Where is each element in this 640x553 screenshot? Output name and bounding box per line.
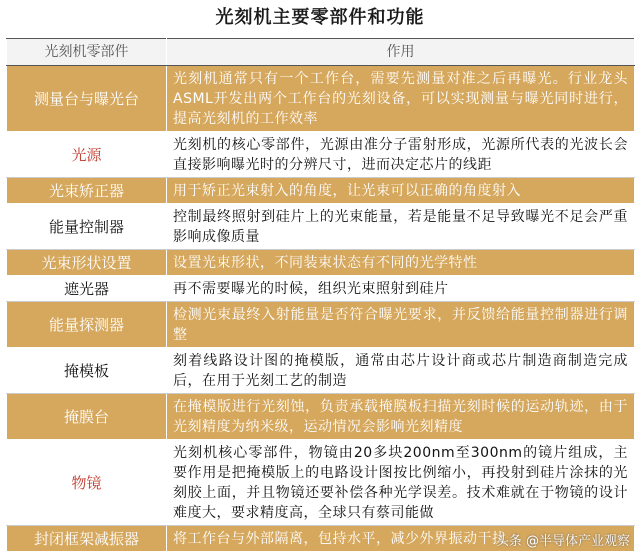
table-row (7, 204, 635, 250)
part-name: 掩模板 (7, 348, 167, 394)
table-row (7, 276, 635, 302)
table-row (7, 66, 635, 132)
header-function: 作用 (167, 39, 635, 66)
table-row (7, 394, 635, 440)
part-name: 能量探测器 (7, 302, 167, 348)
table-row (7, 250, 635, 276)
part-name: 物镜 (7, 440, 167, 526)
part-function: 检测光束最终入射能量是否符合曝光要求，并反馈给能量控制器进行调整 (167, 302, 635, 348)
part-function: 设置光束形状，不同装束状态有不同的光学特性 (167, 250, 635, 276)
part-name: 遮光器 (7, 276, 167, 302)
table-row (7, 178, 635, 204)
watermark: 头条 @半导体产业观察 (495, 534, 630, 549)
part-function: 光刻机核心零部件，物镜由20多块200nm至300nm的镜片组成，主要作用是把掩模版上的电路设计图按比例缩小，再投射到硅片涂抹的光刻胶上面，并且物镜还要补偿各种光学误差。技术难就在于物镜的设计难度大，要求精度高，全球只有蔡司能做 (167, 440, 635, 526)
part-name: 光束矫正器 (7, 178, 167, 204)
part-function: 在掩模版进行光刻蚀，负责承载掩膜板扫描光刻时候的运动轨迹，由于光刻精度为纳米级，运动情况会影响光刻精度 (167, 394, 635, 440)
part-function: 再不需要曝光的时候，组织光束照射到硅片 (167, 276, 635, 302)
header-part: 光刻机零部件 (7, 39, 167, 66)
table-row (7, 348, 635, 394)
table-header-row (7, 39, 635, 66)
part-name: 封闭框架减振器 (7, 526, 167, 552)
part-name: 测量台与曝光台 (7, 66, 167, 132)
part-name: 掩膜台 (7, 394, 167, 440)
table-row (7, 440, 635, 526)
table-row (7, 302, 635, 348)
part-name: 光束形状设置 (7, 250, 167, 276)
part-function: 光刻机通常只有一个工作台，需要先测量对准之后再曝光。行业龙头ASML开发出两个工作台的光刻设备，可以实现测量与曝光同时进行，提高光刻机的工作效率 (167, 66, 635, 132)
part-function: 刻着线路设计图的掩模版，通常由芯片设计商或芯片制造商制造完成后，在用于光刻工艺的制造 (167, 348, 635, 394)
table-row (7, 132, 635, 178)
part-function: 用于矫正光束射入的角度，让光束可以正确的角度射入 (167, 178, 635, 204)
page-title: 光刻机主要零部件和功能 (215, 7, 425, 28)
part-function: 控制最终照射到硅片上的光束能量，若是能量不足导致曝光不足会严重影响成像质量 (167, 204, 635, 250)
part-function: 将工作台与外部隔离，包持水平，减少外界振动干扰 (167, 526, 635, 552)
parts-table (6, 38, 635, 552)
part-name: 光源 (7, 132, 167, 178)
part-name: 能量控制器 (7, 204, 167, 250)
part-function: 光刻机的核心零部件，光源由准分子雷射形成，光源所代表的光波长会直接影响曝光时的分辨尺寸，进而决定芯片的线距 (167, 132, 635, 178)
